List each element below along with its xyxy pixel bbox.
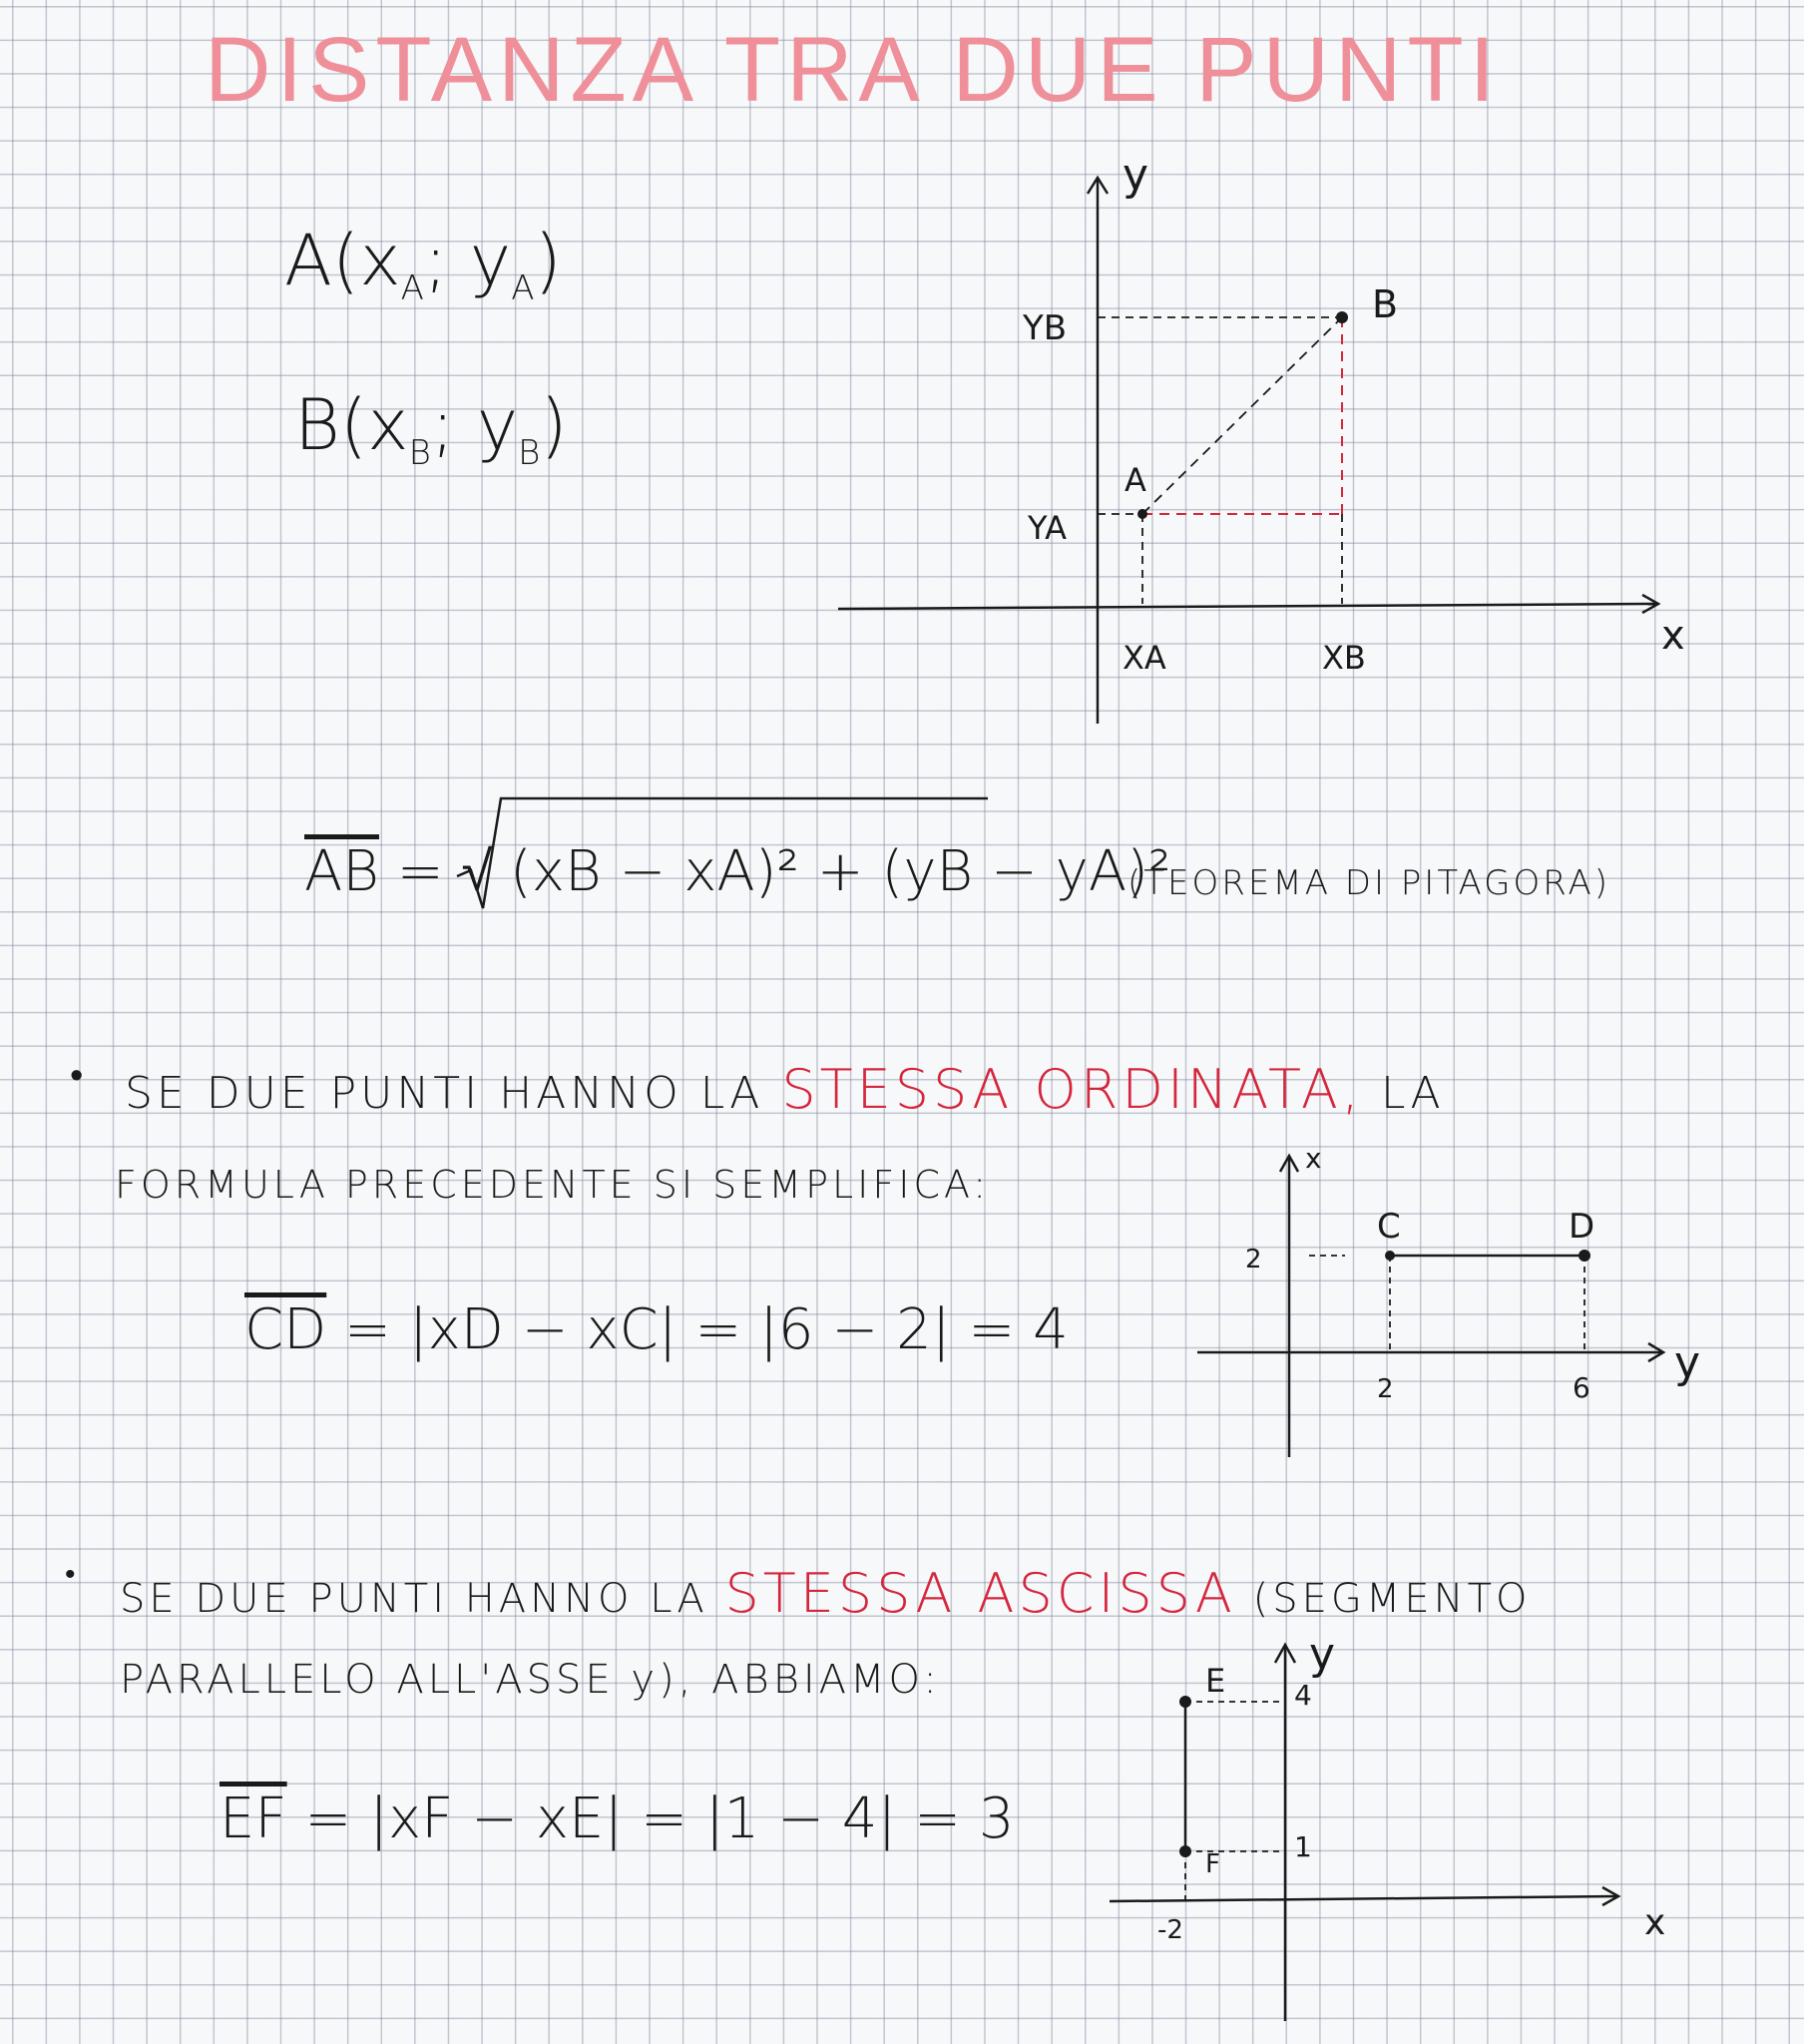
section2-line1 (120, 1562, 1531, 1625)
segment-ab (1142, 317, 1342, 514)
segment-ab-symbol: $\overline{AB}$ (304, 839, 379, 904)
graph3-y-axis-label: y (1309, 1629, 1336, 1680)
ef-formula-rhs: = |xF − xE| = |1 − 4| = 3 (304, 1787, 1015, 1851)
graph-distance-ab (818, 150, 1696, 739)
stessa-ordinata-highlight: STESSA ORDINATA, (781, 1058, 1363, 1121)
bullet-2: • (65, 1557, 76, 1592)
xa-symbol: x (359, 220, 401, 301)
section2-text-post: (SEGMENTO (1252, 1576, 1532, 1622)
graph3-tick-4: 4 (1294, 1679, 1312, 1712)
xb-label: XB (1322, 639, 1366, 677)
yb-subscript: B (518, 433, 541, 473)
graph2-tick-y: 2 (1245, 1245, 1262, 1275)
point-f-label: F (1205, 1849, 1220, 1879)
point-c-dot (1385, 1251, 1395, 1261)
distance-formula-rhs: = √ (xB − xA)² + (yB − yA)² (396, 839, 1171, 904)
point-d-dot (1578, 1250, 1590, 1262)
graph-same-ordinate (1177, 1128, 1716, 1467)
point-c-label: C (1377, 1207, 1401, 1247)
point-a-label: A (1125, 461, 1146, 499)
graph3-tick-1: 1 (1294, 1830, 1312, 1863)
section1-line1 (125, 1058, 1445, 1121)
segment-ef-symbol: $\overline{EF}$ (220, 1787, 287, 1851)
xb-symbol: x (367, 384, 409, 466)
graph-same-abscissa (1098, 1617, 1696, 2026)
pythagoras-note: (TEOREMA DI PITAGORA) (1128, 863, 1610, 903)
xa-subscript: A (400, 268, 424, 308)
x-axis-label: x (1661, 613, 1685, 659)
point-b-dot (1336, 311, 1348, 323)
point-f-dot (1179, 1845, 1191, 1857)
yb-label: YB (1023, 308, 1068, 348)
section1-line2: FORMULA PRECEDENTE SI SEMPLIFICA: (115, 1163, 991, 1207)
bullet-1: • (70, 1053, 84, 1097)
section1-text-post: LA (1380, 1068, 1445, 1119)
point-b-label: B (294, 384, 340, 466)
point-d-label: D (1569, 1207, 1595, 1247)
graph2-horizontal-axis-label: y (1674, 1337, 1701, 1388)
point-a-dot (1137, 509, 1147, 519)
graph2-tick-x1: 2 (1377, 1374, 1394, 1404)
ya-subscript: A (511, 268, 535, 308)
cd-formula (244, 1297, 1069, 1362)
ya-label: YA (1028, 509, 1067, 547)
yb-symbol: y (476, 384, 519, 466)
point-b-label: B (1372, 282, 1399, 326)
xb-subscript: B (408, 433, 431, 473)
x-axis-line (838, 604, 1656, 609)
page-title: DISTANZA TRA DUE PUNTI (205, 19, 1502, 121)
point-e-dot (1179, 1696, 1191, 1708)
point-b-coordinates: $B(x_B$; $y_B$) (294, 384, 568, 473)
graph3-tick-neg2: -2 (1157, 1915, 1183, 1945)
point-a-coordinates: $A(x_A$; $y_A$) (284, 220, 562, 308)
xa-label: XA (1123, 639, 1166, 677)
section2-line2: PARALLELO ALL'ASSE y), ABBIAMO: (120, 1657, 941, 1703)
segment-cd-symbol: $\overline{CD}$ (244, 1297, 327, 1362)
cd-formula-rhs: = |xD − xC| = |6 − 2| = 4 (344, 1297, 1069, 1362)
stessa-ascissa-highlight: STESSA ASCISSA (724, 1562, 1236, 1625)
graph3-x-axis-label: x (1644, 1902, 1666, 1943)
graph2-tick-x2: 6 (1573, 1371, 1590, 1404)
square-root-sign (439, 788, 998, 918)
ef-formula (220, 1787, 1014, 1851)
section1-text-pre: SE DUE PUNTI HANNO LA (125, 1068, 764, 1119)
section2-text-pre: SE DUE PUNTI HANNO LA (120, 1576, 708, 1622)
point-a-label: A (284, 220, 332, 301)
ya-symbol: y (469, 220, 512, 301)
point-e-label: E (1205, 1662, 1226, 1700)
y-axis-label: y (1123, 150, 1149, 201)
graph2-vertical-axis-label: x (1305, 1142, 1322, 1175)
